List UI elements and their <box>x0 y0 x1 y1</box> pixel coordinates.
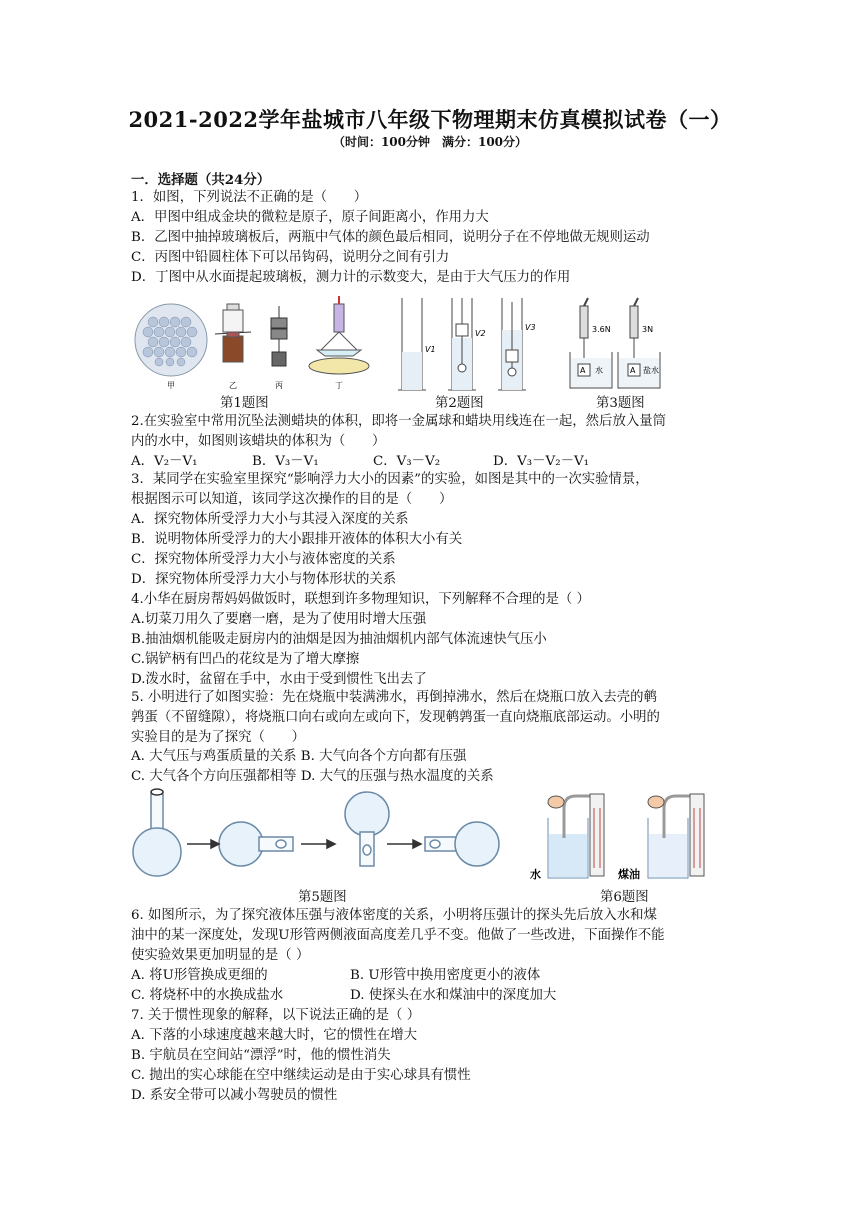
caption-fig1: 第1题图 <box>220 396 269 411</box>
q7-option-b: B. 宇航员在空间站“漂浮”时，他的惯性消失 <box>131 1048 391 1063</box>
label-v3: V3 <box>525 323 536 332</box>
figure-6 <box>528 788 728 884</box>
q3-stem-1: 3．某同学在实验室里探究“影响浮力大小的因素”的实验，如图是其中的一次实验情景， <box>131 472 649 487</box>
q4-option-c: C.锅铲柄有凹凸的花纹是为了增大摩擦 <box>131 652 360 667</box>
q3-option-a: A．探究物体所受浮力大小与其浸入深度的关系 <box>131 512 409 527</box>
q6-option-b: B. U形管中换用密度更小的液体 <box>350 968 541 983</box>
q1-stem: 1．如图，下列说法不正确的是（ ） <box>131 190 368 205</box>
q3-stem-2: 根据图示可以知道，该同学这次操作的目的是（ ） <box>131 492 453 507</box>
label-jia: 甲 <box>167 381 175 390</box>
caption-fig2: 第2题图 <box>435 396 484 411</box>
figure-5 <box>131 788 521 884</box>
q6-stem-2: 油中的某一深度处，发现U形管两侧液面高度差几乎不变。他做了一些改进，下面操作不能 <box>131 928 665 943</box>
q6-stem-1: 6. 如图所示，为了探究液体压强与液体密度的关系，小明将压强计的探头先后放入水和煤 <box>131 908 657 923</box>
q6-option-d: D. 使探头在水和煤油中的深度加大 <box>350 988 557 1003</box>
q3-option-b: B．说明物体所受浮力的大小跟排开液体的体积大小有关 <box>131 532 463 547</box>
q6-option-a: A. 将U形管换成更细的 <box>131 968 268 983</box>
pressure-gauges <box>548 794 704 878</box>
q5-stem-2: 鹑蛋（不留缝隙），将烧瓶口向右或向左或向下，发现鹌鹑蛋一直向烧瓶底部运动。小明的 <box>131 710 660 725</box>
q7-option-d: D. 系安全带可以减小驾驶员的惯性 <box>131 1088 338 1103</box>
caption-fig5: 第5题图 <box>298 890 347 905</box>
q2-option-c: C．V₃－V₂ <box>373 454 441 469</box>
q7-option-a: A. 下落的小球速度越来越大时，它的惯性在增大 <box>131 1028 417 1043</box>
lead-cylinders <box>271 306 287 366</box>
section-heading: 一．选择题（共24分） <box>131 172 271 188</box>
page-title: 2021-2022学年盐城市八年级下物理期末仿真模拟试卷（一） <box>128 107 732 132</box>
q2-option-a: A．V₂－V₁ <box>131 454 198 469</box>
q1-option-c: C．丙图中铅圆柱体下可以吊钩码，说明分之间有引力 <box>131 250 450 265</box>
label-water-beaker: 水 <box>530 868 541 881</box>
label-v1: V1 <box>425 345 436 354</box>
q4-option-d: D.泼水时，盆留在手中，水由于受到惯性飞出去了 <box>131 672 427 687</box>
label-force-1: 3.6N <box>592 325 611 334</box>
q5-stem-1: 5. 小明进行了如图实验：先在烧瓶中装满沸水，再倒掉沸水，然后在烧瓶口放入去壳的鹌 <box>131 690 657 705</box>
label-block-a-2: A <box>630 366 636 375</box>
spring-scale-plate <box>309 296 369 374</box>
label-bing: 丙 <box>275 381 283 390</box>
q4-option-b: B.抽油烟机能吸走厨房内的油烟是因为抽油烟机内部气体流速快气压小 <box>131 632 547 647</box>
q1-option-d: D．丁图中从水面提起玻璃板，测力计的示数变大，是由于大气压力的作用 <box>131 270 571 285</box>
q6-option-c: C. 将烧杯中的水换成盐水 <box>131 988 284 1003</box>
label-salt-water: 盐水 <box>643 366 659 375</box>
label-ding: 丁 <box>335 381 343 390</box>
flask-sequence <box>133 789 499 876</box>
q5-options-cd: C. 大气各个方向压强都相等 D. 大气的压强与热水温度的关系 <box>131 769 494 784</box>
q2-stem-1: 2.在实验室中常用沉坠法测蜡块的体积，即将一金属球和蜡块用线连在一起，然后放入量筒 <box>131 414 667 429</box>
q5-stem-3: 实验目的是为了探究（ ） <box>131 730 306 745</box>
q3-option-d: D．探究物体所受浮力大小与物体形状的关系 <box>131 572 397 587</box>
label-yi: 乙 <box>229 381 237 390</box>
q2-option-b: B．V₃－V₁ <box>252 454 319 469</box>
q2-option-d: D．V₃－V₂－V₁ <box>493 454 590 469</box>
q1-option-a: A．甲图中组成金块的微粒是原子，原子间距离小，作用力大 <box>131 210 489 225</box>
gold-atoms-disk <box>135 304 207 376</box>
q7-option-c: C. 抛出的实心球能在空中继续运动是由于实心球具有惯性 <box>131 1068 471 1083</box>
q5-options-ab: A. 大气压与鸡蛋质量的关系 B. 大气向各个方向都有压强 <box>131 749 467 764</box>
graduated-cylinders <box>398 298 526 390</box>
q1-option-b: B．乙图中抽掉玻璃板后，两瓶中气体的颜色最后相同，说明分子在不停地做无规则运动 <box>131 230 650 245</box>
label-force-2: 3N <box>642 325 654 334</box>
page-subtitle: （时间：100分钟 满分：100分） <box>332 135 528 149</box>
q2-stem-2: 内的水中，如图则该蜡块的体积为（ ） <box>131 434 386 449</box>
figure-3 <box>566 292 696 392</box>
label-water: 水 <box>595 366 603 375</box>
q4-option-a: A.切菜刀用久了要磨一磨，是为了使用时增大压强 <box>131 612 427 627</box>
figure-2 <box>392 292 542 392</box>
label-kerosene-beaker: 煤油 <box>618 868 640 881</box>
caption-fig3: 第3题图 <box>596 396 645 411</box>
two-bottles <box>215 304 251 362</box>
q3-option-c: C．探究物体所受浮力大小与液体密度的关系 <box>131 552 396 567</box>
q6-stem-3: 使实验效果更加明显的是（ ） <box>131 948 310 963</box>
label-block-a-1: A <box>580 366 586 375</box>
caption-fig6: 第6题图 <box>600 890 649 905</box>
figure-1 <box>131 292 381 392</box>
q7-stem: 7. 关于惯性现象的解释，以下说法正确的是（ ） <box>131 1008 421 1023</box>
label-v2: V2 <box>475 329 486 338</box>
q4-stem: 4.小华在厨房帮妈妈做饭时，联想到许多物理知识，下列解释不合理的是（ ） <box>131 592 590 607</box>
